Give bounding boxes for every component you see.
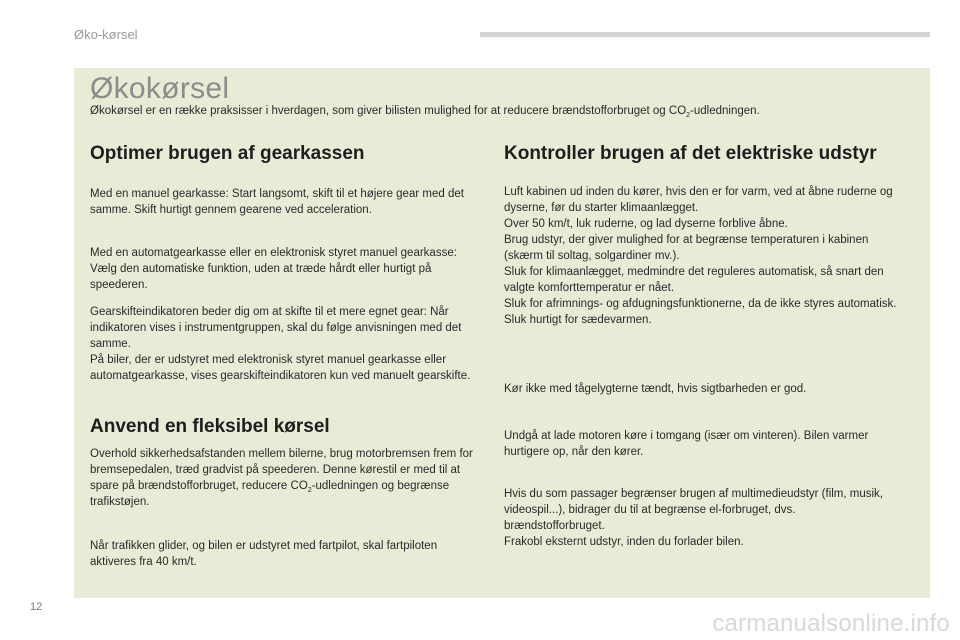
flexible-driving-text: Overhold sikkerhedsafstanden mellem bilerne, brug motorbremsen frem for bremsepedalen, træd gradvist på speederen. Denne kørestil er med til at spare på brændstofforbruget, reducere CO bbox=[90, 448, 473, 492]
flexible-driving-text-end: -udledningen og begrænse trafikstøjen. bbox=[90, 480, 450, 508]
heading-gearbox: Optimer brugen af gearkassen bbox=[90, 143, 365, 164]
intro-text-main: Økokørsel er en række praksisser i hverdagen, som giver bilisten mulighed for at reducere brændstofforbruget og CO bbox=[90, 105, 687, 117]
page-title: Økokørsel bbox=[90, 72, 230, 105]
header-divider-bar bbox=[480, 32, 930, 37]
paragraph-automatic-gearbox: Med en automatgearkasse eller en elektronisk styret manuel gearkasse: Vælg den automatiske funktion, uden at træde hårdt eller hurtigt på speederen. bbox=[90, 247, 457, 291]
paragraph-multimedia bbox=[504, 486, 884, 550]
watermark: carmanualsonline.info bbox=[712, 610, 950, 637]
text-line: Sluk hurtigt for sædevarmen. bbox=[504, 314, 652, 326]
co2-subscript: 2 bbox=[307, 487, 312, 494]
intro-subscript: 2 bbox=[686, 112, 691, 119]
paragraph-cabin-climate bbox=[504, 184, 899, 328]
heading-electrical-equipment: Kontroller brugen af det elektriske udstyr bbox=[504, 143, 877, 164]
text-line: Sluk for afrimnings- og afdugningsfunktionerne, da de ikke styres automatisk. bbox=[504, 298, 897, 310]
heading-flexible-driving: Anvend en fleksibel kørsel bbox=[90, 416, 330, 437]
paragraph-idling: Undgå at lade motoren køre i tomgang (især om vinteren). Bilen varmer hurtigere op, når den kører. bbox=[504, 430, 869, 458]
paragraph-gearshift-indicator-note: På biler, der er udstyret med elektronisk styret manuel gearkasse eller automatgearkasse, vises gearskifteindikatoren kun ved manuelt gearskifte. bbox=[90, 354, 471, 382]
paragraph-flexible-driving bbox=[90, 446, 485, 510]
intro-text bbox=[90, 104, 920, 118]
page-number: 12 bbox=[30, 601, 43, 613]
paragraph-fog-lights: Kør ikke med tågelygterne tændt, hvis sigtbarheden er god. bbox=[504, 383, 807, 395]
paragraph-cruise-control: Når trafikken glider, og bilen er udstyret med fartpilot, skal fartpiloten aktiveres fra 40 km/t. bbox=[90, 540, 438, 568]
section-label: Øko-kørsel bbox=[74, 27, 138, 42]
intro-text-end: -udledningen. bbox=[690, 105, 760, 117]
text-line: Brug udstyr, der giver mulighed for at begrænse temperaturen i kabinen (skærm til soltag, solgardiner mv.). bbox=[504, 234, 869, 262]
paragraph-gearshift-indicator: Gearskifteindikatoren beder dig om at skifte til et mere egnet gear: Når indikatoren vises i instrumentgruppen, skal du følge anvisningen med det samme. bbox=[90, 306, 462, 350]
text-line: Hvis du som passager begrænser brugen af multimedieudstyr (film, musik, videospil...), bidrager du til at begrænse el-forbruget, dvs. brændstofforbruget. bbox=[504, 488, 884, 532]
text-line: Luft kabinen ud inden du kører, hvis den er for varm, ved at åbne ruderne og dyserne, før du starter klimaanlægget. bbox=[504, 186, 893, 214]
text-line: Sluk for klimaanlægget, medmindre det reguleres automatisk, så snart den valgte komforttemperatur er nået. bbox=[504, 266, 884, 294]
text-line: Over 50 km/t, luk ruderne, og lad dyserne forblive åbne. bbox=[504, 218, 788, 230]
text-line: Frakobl eksternt udstyr, inden du forlader bilen. bbox=[504, 536, 744, 548]
paragraph-manual-gearbox: Med en manuel gearkasse: Start langsomt, skift til et højere gear med det samme. Skift hurtigt gennem gearene ved acceleration. bbox=[90, 188, 464, 216]
